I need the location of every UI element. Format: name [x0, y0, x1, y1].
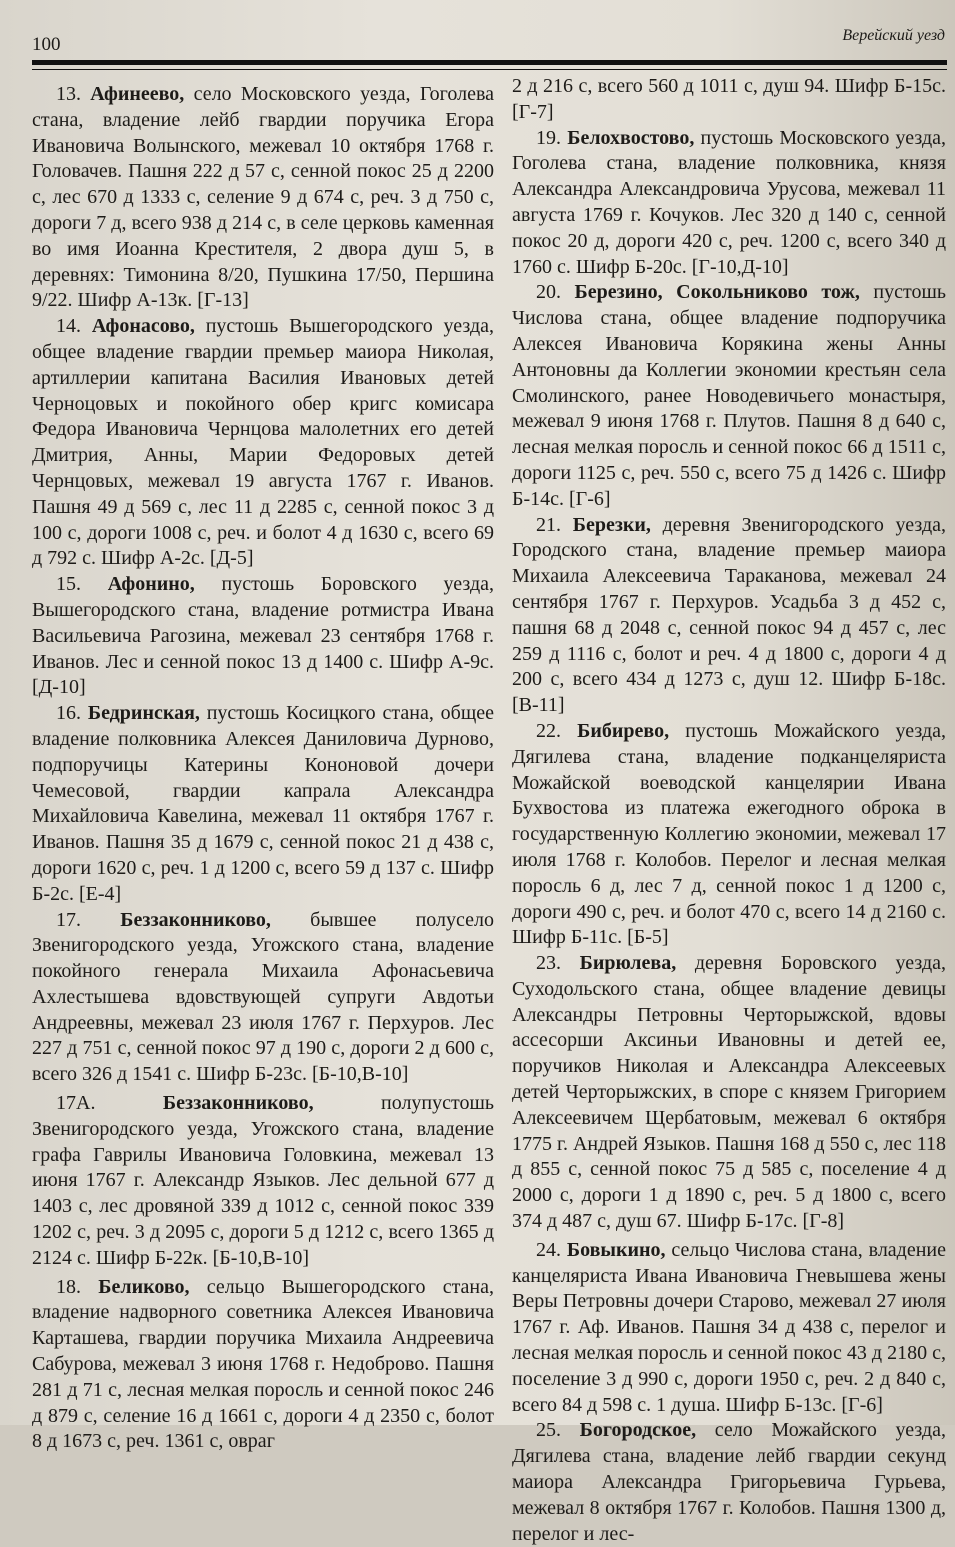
- entry-name: Афонасово,: [91, 315, 195, 338]
- entry-text: село Можайского уезда, Дягилева стана, владение лейб гвардии секунд маиора Александра Григорьевича Гурьева, межевал 8 октября 1767 г. Колобов. Пашня 1300 д, перелог и лес-: [512, 1419, 946, 1545]
- entry-21: [512, 513, 946, 719]
- entry-name: Бирюлева,: [579, 952, 677, 975]
- entry-number: 15.: [56, 573, 81, 596]
- entry-13: [32, 82, 494, 314]
- entry-name: Бибирево,: [577, 719, 670, 742]
- entry-18: [32, 1275, 494, 1456]
- entry-text: деревня Боровского уезда, Суходольского стана, общее владение девицы Александры Петровны Черторыжской, вдовы ассесорши Аксиньи Ивановны и детей ее, поручиков Николая и Александра Алексеевых детей Черторыжских, в споре с князем Григорием Алексеевичем Щербатовым, межевал 6 октября 1775 г. Андрей Языков. Пашня 168 д 550 с, лес 118 д 855 с, сенной покос 75 д 585 с, поселение 4 д 2000 с, дороги 1 д 1890 с, реч. 5 д 1800 с, всего 374 д 487 с, душ 67. Шифр Б-17с. [Г-8]: [512, 952, 946, 1233]
- header-rule-thin: [32, 69, 947, 70]
- page-number: 100: [32, 34, 61, 55]
- entry-text: село Московского уезда, Гоголева стана, владение лейб гвардии поручика Егора Ивановича Волынского, межевал 10 октября 1768 г. Головачев. Пашня 222 д 57 с, сенной покос 25 д 2200 с, лес 670 д 1333 с, селение 9 д 674 с, реч. 3 д 750 с, дороги 7 д, всего 938 д 214 с, в селе церковь каменная во имя Иоанна Крестителя, 2 двора душ 5, в деревнях: Тимонина 8/20, Пушкина 17/50, Першина 9/22. Шифр А-13к. [Г-13]: [32, 83, 495, 312]
- entry-text: сельцо Числова стана, владение канцеляриста Ивана Ивановича Гневышева жены Веры Петровны дочери Старово, межевал 27 июля 1767 г. Аф. Иванов. Пашня 34 д 438 с, перелог и лесная мелкая поросль и сенной покос 43 д 2180 с, поселение 3 д 990 с, дороги 1950 с, реч. 2 д 840 с, всего 84 д 598 с. 1 душа. Шифр Б-13с. [Г-6]: [512, 1238, 947, 1416]
- entry-text: деревня Звенигородского уезда, Городского стана, владение премьер маиора Михаила Алексеевича Тараканова, межевал 24 сентября 1767 г. Перхуров. Усадьба 3 д 452 с, пашня 68 д 2048 с, сенной покос 94 д 457 с, лес 259 д 1116 с, болот и реч. 4 д 1800 с, дороги 4 д 200 с, всего 434 д 1273 с, душ 12. Шифр Б-18с. [В-11]: [512, 513, 946, 717]
- entry-19: [512, 126, 946, 281]
- entry-text: пустошь Косицкого стана, общее владение полковника Алексея Даниловича Дурново, подпоручицы Катерины Кононовой дочери Чемесовой, гвардии капрала Александра Михайловича Кавелина, межевал 11 октября 1767 г. Иванов. Пашня 35 д 1679 с, сенной покос 21 д 438 с, дороги 1620 с, реч. 1 д 1200 с, всего 59 д 137 с. Шифр Б-2с. [Е-4]: [32, 702, 494, 905]
- page-header: [0, 0, 955, 80]
- entry-number: 18.: [56, 1275, 81, 1298]
- entry-number: 17А.: [56, 1092, 96, 1115]
- entry-name: Березино, Сокольниково тож,: [574, 281, 860, 304]
- entry-name: Афонино,: [107, 573, 195, 596]
- entry-text: пустошь Московского уезда, Гоголева стана, владение полковника, князя Александра Александровича Урусова, межевал 11 августа 1769 г. Кочуков. Лес 320 д 140 с, сенной покос 20 д, дороги 420 с, реч. 1200 с, всего 340 д 1760 с. Шифр Б-20с. [Г-10,Д-10]: [512, 126, 947, 278]
- entry-17a: [32, 1091, 494, 1272]
- entry-23: [512, 951, 946, 1235]
- entry-name: Бедринская,: [87, 702, 200, 725]
- entry-name: Бовыкино,: [566, 1238, 666, 1261]
- entry-number: 22.: [536, 719, 561, 742]
- entry-24: [512, 1238, 946, 1419]
- entry-20: [512, 280, 946, 512]
- entry-text: бывшее полусело Звенигородского уезда, Угожского стана, владение покойного генерала Михаила Афонасьевича Ахлестышева вдовствующей супруги Авдотьи Андреевны, межевал 23 июля 1767 г. Перхуров. Лес 227 д 751 с, сенной покос 97 д 190 с, дороги 2 д 600 с, всего 326 д 1541 с. Шифр Б-23с. [Б-10,В-10]: [32, 908, 494, 1086]
- entry-number: 24.: [536, 1238, 561, 1261]
- entry-name: Беззаконниково,: [162, 1092, 314, 1115]
- entry-text: пустошь Вышегородского уезда, общее владение гвардии премьер маиора Николая, артиллерии капитана Василия Ивановых детей Черноцовых и покойного обер кригс комисара Федора Ивановича Чернцова малолетних его детей Дмитрия, Анны, Марии Федоровых детей Чернцовых, межевал 19 августа 1767 г. Иванов. Пашня 49 д 569 с, лес 11 д 2285 с, сенной покос 3 д 100 с, дороги 1008 с, реч. и болот 4 д 1630 с, всего 69 д 792 с. Шифр А-2с. [Д-5]: [32, 315, 495, 570]
- entry-17: [32, 908, 494, 1089]
- entry-15: [32, 572, 494, 701]
- entry-14: [32, 314, 494, 572]
- entry-text: полупустошь Звенигородского уезда, Угожского стана, владение графа Гаврилы Ивановича Головкина, межевал 13 июня 1767 г. Александр Языков. Лес дельной 677 д 1403 с, лес дровяной 339 д 1012 с, сенной покос 339 1202 с, реч. 3 д 2095 с, дороги 5 д 1212 с, всего 1365 д 2124 с. Шифр Б-22к. [Б-10,В-10]: [32, 1092, 495, 1269]
- entry-name: Березки,: [572, 513, 651, 536]
- entry-number: 16.: [56, 702, 81, 725]
- entry-16: [32, 701, 494, 907]
- entry-25: [512, 1418, 946, 1547]
- running-title: Верейский уезд: [842, 27, 945, 44]
- entry-text: пустошь Можайского уезда, Дягилева стана, владение подканцеляриста Можайской воеводской канцелярии Ивана Бухвостова из платежа ежегодного оброка в государственную Коллегию экономии, межевал 17 июля 1768 г. Колобов. Перелог и лесная мелкая поросль 6 д, лес 7 д, сенной покос 1 д 1200 с, дороги 490 с, реч. и болот 470 с, всего 14 д 2160 с. Шифр Б-11с. [Б-5]: [512, 719, 946, 949]
- entry-number: 25.: [536, 1419, 561, 1442]
- entry-name: Богородское,: [579, 1419, 697, 1442]
- entry-text: сельцо Вышегородского стана, владение надворного советника Алексея Ивановича Карташева, гвардии поручика Михаила Андреевича Сабурова, межевал 3 июня 1768 г. Недоброво. Пашня 281 д 71 с, лесная мелкая поросль и сенной покос 246 д 879 с, селение 16 д 1661 с, дороги 4 д 2350 с, болот 8 д 1673 с, реч. 1361 с, овраг: [32, 1275, 495, 1453]
- entry-18-continuation: 2 д 216 с, всего 560 д 1011 с, душ 94. Шифр Б-15с. [Г-7]: [512, 75, 946, 123]
- entry-name: Афинеево,: [90, 83, 185, 105]
- entry-number: 20.: [536, 281, 561, 304]
- entry-number: 23.: [536, 952, 561, 975]
- left-column: [32, 82, 494, 1455]
- header-rule-thick: [32, 60, 947, 65]
- entry-name: Беликово,: [98, 1275, 190, 1298]
- entry-name: Беззаконниково,: [120, 908, 271, 931]
- entry-number: 14.: [56, 315, 81, 338]
- entry-number: 17.: [56, 908, 81, 931]
- entry-number: 21.: [536, 513, 561, 536]
- entry-text: пустошь Числова стана, общее владение подпоручика Алексея Ивановича Корякина жены Анны Антоновны да Коллегии экономии крестьян села Смолинского, ранее Новодевичьего монастыря, межевал 9 июня 1768 г. Плутов. Пашня 8 д 640 с, лесная мелкая поросль и сенной покос 66 д 1511 с, дороги 1125 с, реч. 550 с, всего 75 д 1426 с. Шифр Б-14с. [Г-6]: [512, 281, 947, 510]
- entry-name: Белохвостово,: [567, 126, 695, 149]
- entry-number: 13.: [56, 83, 81, 105]
- right-column: [512, 74, 946, 1547]
- entry-text: пустошь Боровского уезда, Вышегородского стана, владение ротмистра Ивана Васильевича Рагозина, межевал 23 сентября 1768 г. Иванов. Лес и сенной покос 13 д 1400 с. Шифр А-9с. [Д-10]: [32, 573, 495, 699]
- entry-number: 19.: [536, 126, 561, 149]
- entry-22: [512, 719, 946, 951]
